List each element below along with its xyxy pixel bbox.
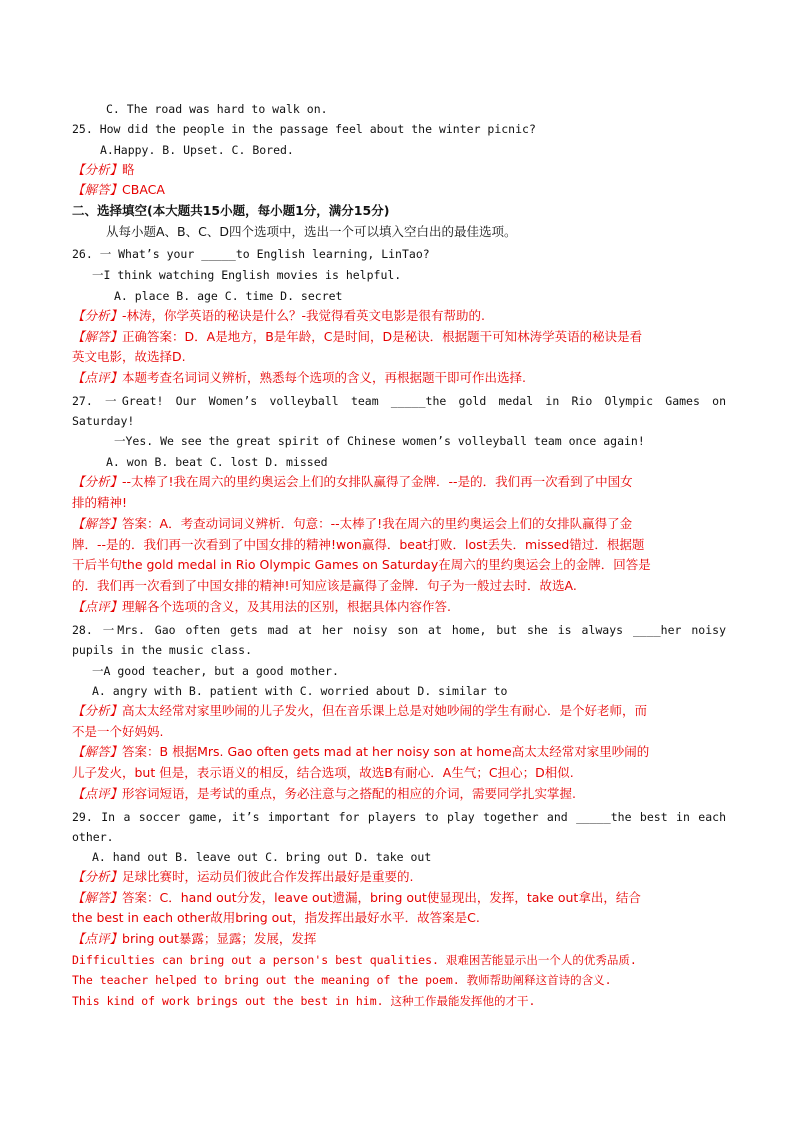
answer-text: 答案：C．hand out分发，leave out遗漏，bring out使显现出，发挥，take out拿出，结合: [122, 890, 641, 905]
answer-q21-25: [72, 180, 726, 200]
question-29-cont: other.: [72, 830, 114, 844]
section-heading: 二、选择填空(本大题共15小题，每小题1分，满分15分): [72, 203, 390, 218]
question-27-reply: 一Yes. We see the great spirit of Chinese women’s volleyball team once again!: [114, 434, 645, 448]
options-q26: A. place B. age C. time D. secret: [114, 289, 343, 303]
option-line-q24c: C. The road was hard to walk on.: [106, 102, 328, 116]
answer-text: CBACA: [122, 182, 165, 197]
answer-text: 答案：A．考查动词词义辨析．句意：--太棒了!我在周六的里约奥运会上们的女排队赢得了金: [122, 516, 633, 531]
answer-q27-cont1: 牌．--是的．我们再一次看到了中国女排的精神!won赢得．beat打败．lost丢失．missed错过．根据题: [72, 537, 645, 552]
analysis-tag: 【分析】: [72, 703, 123, 718]
question-28-reply: 一A good teacher, but a good mother.: [92, 664, 339, 678]
answer-tag: 【解答】: [72, 516, 123, 531]
question-28: 28. 一Mrs. Gao often gets mad at her noisy son at home, but she is always ____her noisy: [72, 623, 726, 637]
analysis-text: 足球比赛时，运动员们彼此合作发挥出最好是重要的.: [122, 869, 414, 884]
analysis-tag: 【分析】: [72, 869, 123, 884]
comment-tag: 【点评】: [72, 786, 123, 801]
example-sentence-2: The teacher helped to bring out the meaning of the poem. 教师帮助阐释这首诗的含义.: [72, 973, 612, 987]
answer-q27: [72, 514, 726, 534]
comment-q28: [72, 784, 726, 804]
answer-q26-cont: 英文电影，故选择D.: [72, 349, 186, 364]
analysis-text: -林涛，你学英语的秘诀是什么？-我觉得看英文电影是很有帮助的.: [122, 308, 486, 323]
comment-text: 理解各个选项的含义，及其用法的区别，根据具体内容作答.: [122, 599, 451, 614]
analysis-text: 高太太经常对家里吵闹的儿子发火，但在音乐课上总是对她吵闹的学生有耐心．是个好老师，而: [122, 703, 648, 718]
analysis-q26: [72, 306, 726, 326]
analysis-q28-cont: 不是一个好妈妈.: [72, 724, 164, 739]
example-sentence-1: Difficulties can bring out a person's best qualities. 艰难困苦能显示出一个人的优秀品质.: [72, 953, 637, 967]
question-26: 26. 一 What’s your _____to English learning, LinTao?: [72, 247, 430, 261]
comment-text: bring out暴露；显露；发展，发挥: [122, 931, 317, 946]
comment-q29: [72, 929, 726, 949]
answer-text: 答案：B 根据Mrs. Gao often gets mad at her noisy son at home高太太经常对家里吵闹的: [122, 744, 650, 759]
analysis-text: --太棒了!我在周六的里约奥运会上们的女排队赢得了金牌．--是的．我们再一次看到了中国女: [122, 474, 633, 489]
answer-q26: [72, 327, 726, 347]
answer-tag: 【解答】: [72, 329, 123, 344]
answer-tag: 【解答】: [72, 890, 123, 905]
answer-q28-cont: 儿子发火，but 但是，表示语义的相反，结合选项，故选B有耐心．A生气；C担心；D相似.: [72, 765, 574, 780]
analysis-q29: [72, 867, 726, 887]
question-29: 29. In a soccer game, it’s important for players to play together and _____the best in each: [72, 810, 726, 824]
question-27: 27. 一Great! Our Women’s volleyball team _____the gold medal in Rio Olympic Games on: [72, 394, 726, 408]
question-27-cont: Saturday!: [72, 414, 135, 428]
answer-tag: 【解答】: [72, 182, 123, 197]
comment-text: 本题考查名词词义辨析，熟悉每个选项的含义，再根据题干即可作出选择.: [122, 370, 526, 385]
comment-text: 形容词短语，是考试的重点，务必注意与之搭配的相应的介词，需要同学扎实掌握.: [122, 786, 576, 801]
options-q27: A. won B. beat C. lost D. missed: [106, 455, 328, 469]
analysis-tag: 【分析】: [72, 308, 123, 323]
question-28-cont: pupils in the music class.: [72, 643, 253, 657]
answer-q27-cont3: 的．我们再一次看到了中国女排的精神!可知应该是赢得了金牌．句子为一般过去时．故选A.: [72, 578, 577, 593]
answer-q29: [72, 888, 726, 908]
analysis-q27: [72, 472, 726, 492]
analysis-q28: [72, 701, 726, 721]
analysis-text: 略: [122, 162, 135, 177]
answer-q27-cont2: 干后半句the gold medal in Rio Olympic Games on Saturday在周六的里约奥运会上的金牌．回答是: [72, 557, 651, 572]
comment-q27: [72, 597, 726, 617]
answer-q28: [72, 742, 726, 762]
options-q29: A. hand out B. leave out C. bring out D. take out: [92, 850, 432, 864]
comment-tag: 【点评】: [72, 370, 123, 385]
example-sentence-3: This kind of work brings out the best in him. 这种工作最能发挥他的才干.: [72, 994, 536, 1008]
options-q28: A. angry with B. patient with C. worried about D. similar to: [92, 684, 508, 698]
answer-text: 正确答案：D．A是地方，B是年龄，C是时间，D是秘诀．根据题干可知林涛学英语的秘诀是看: [122, 329, 643, 344]
analysis-q27-cont: 排的精神!: [72, 495, 128, 510]
comment-tag: 【点评】: [72, 599, 123, 614]
analysis-q25: [72, 160, 726, 180]
comment-q26: [72, 368, 726, 388]
answer-q29-cont: the best in each other故用bring out，指发挥出最好水平．故答案是C.: [72, 910, 480, 925]
comment-tag: 【点评】: [72, 931, 123, 946]
section-instruction: 从每小题A、B、C、D四个选项中，选出一个可以填入空白出的最佳选项。: [106, 224, 517, 239]
options-q25: A.Happy. B. Upset. C. Bored.: [100, 143, 294, 157]
question-25: 25. How did the people in the passage feel about the winter picnic?: [72, 122, 536, 136]
analysis-tag: 【分析】: [72, 162, 123, 177]
answer-tag: 【解答】: [72, 744, 123, 759]
question-26-reply: 一I think watching English movies is helpful.: [92, 268, 402, 282]
analysis-tag: 【分析】: [72, 474, 123, 489]
